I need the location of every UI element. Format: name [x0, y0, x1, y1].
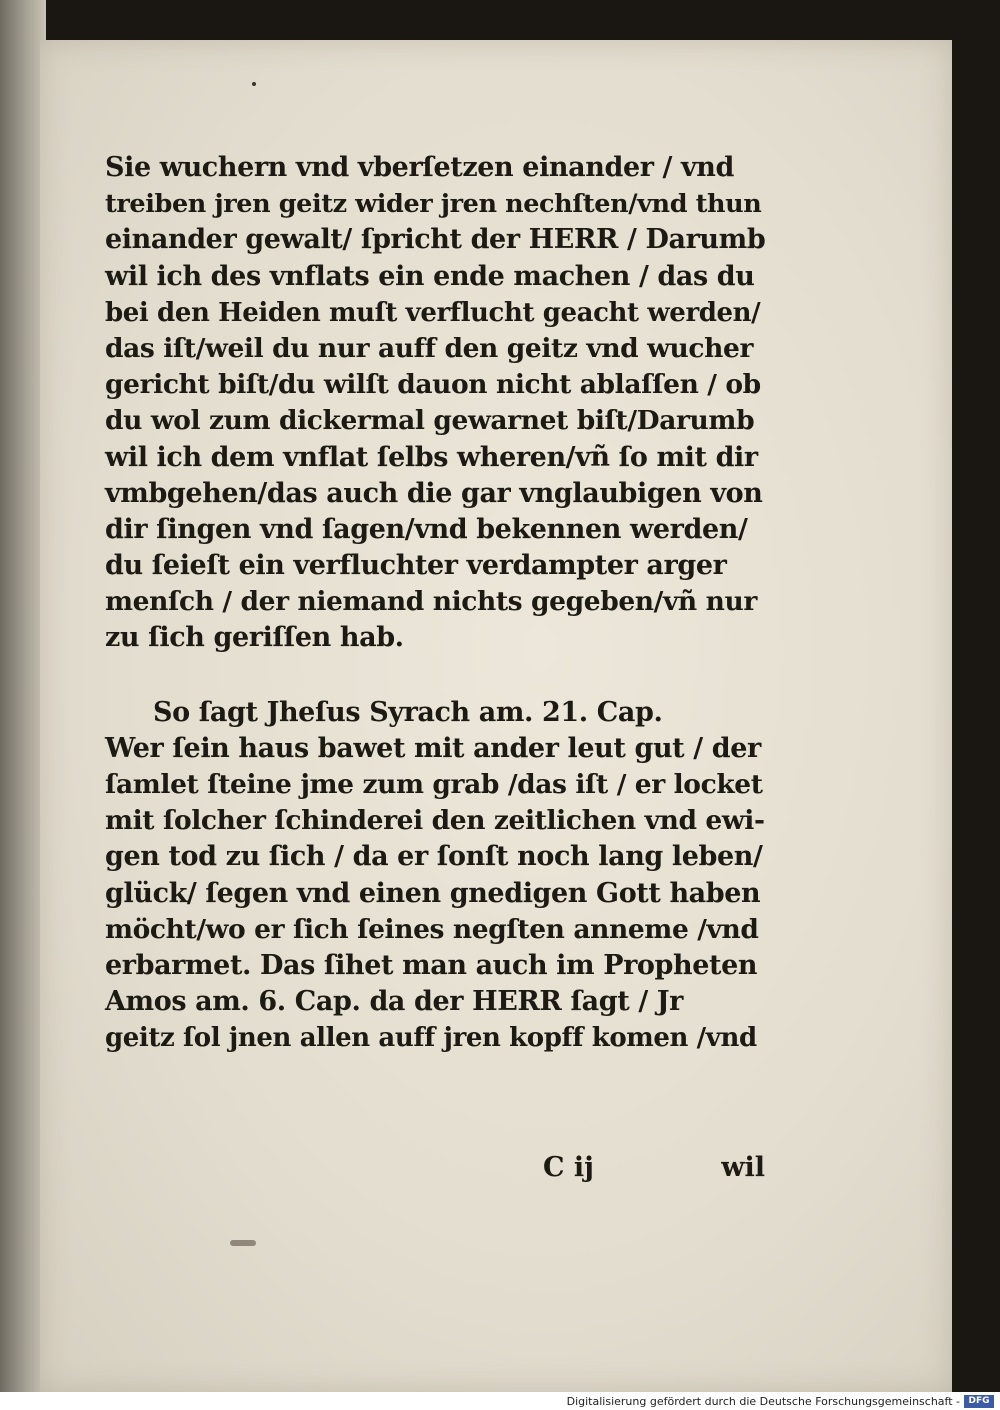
text-line — [105, 403, 765, 439]
text-line-content: glück/ ſegen vnd einen gnedigen Gott haben — [105, 877, 761, 909]
footer-credit: Digitalisierung gefördert durch die Deutsche Forschungsgemeinschaft - — [566, 1395, 960, 1408]
text-line-content: gericht biſt/du wilſt dauon nicht ablaſſen / ob — [105, 369, 761, 401]
text-block — [105, 150, 765, 1057]
text-line — [105, 948, 765, 984]
text-line-content: du wol zum dickermal gewarnet biſt/Darumb — [105, 405, 755, 437]
text-line — [105, 512, 765, 548]
text-line — [105, 695, 765, 731]
text-line — [105, 476, 765, 512]
footer-bar — [0, 1392, 1000, 1410]
text-line-content: dir ſingen vnd ſagen/vnd bekennen werden/ — [105, 513, 748, 545]
text-line-content: einander gewalt/ ſpricht der HERR / Darumb — [105, 224, 766, 256]
text-line-content: ſamlet ſteine jme zum grab /das iſt / er locket — [105, 769, 763, 800]
text-line — [105, 440, 765, 476]
text-line — [105, 295, 765, 331]
text-line — [105, 150, 765, 186]
signature-mark: C ij — [543, 1152, 594, 1183]
text-line-content: erbarmet. Das ſihet man auch im Propheten — [105, 949, 758, 981]
text-line — [105, 186, 765, 222]
paragraph-2 — [105, 695, 765, 1057]
text-line-content: So ſagt Jheſus Syrach am. 21. Cap. — [153, 696, 663, 728]
text-line-content: Sie wuchern vnd vberſetzen einander / vnd — [105, 152, 735, 183]
text-line-content: treiben jren geitz wider jren nechſten/vnd thun — [105, 189, 762, 220]
text-line — [105, 331, 765, 367]
text-line — [105, 984, 765, 1020]
text-line — [105, 839, 765, 875]
text-line-content: wil ich dem vnflat ſelbs wheren/vñ ſo mit dir — [105, 441, 758, 473]
text-line-content: zu ſich geriſſen hab. — [105, 622, 404, 654]
text-line — [105, 367, 765, 403]
catchword: wil — [721, 1152, 765, 1183]
text-line-content: gen tod zu ſich / da er ſonſt noch lang leben/ — [105, 841, 763, 873]
text-line — [105, 803, 765, 839]
text-line-content: möcht/wo er ſich ſeines negſten anneme /vnd — [105, 913, 759, 945]
text-line — [105, 584, 765, 620]
text-line-content: das iſt/weil du nur auff den geitz vnd wucher — [105, 332, 754, 364]
book-page — [40, 40, 952, 1392]
text-line-content: bei den Heiden muſt verflucht geacht werden/ — [105, 297, 761, 328]
text-line — [105, 1020, 765, 1056]
text-line — [105, 912, 765, 948]
text-line-content: vmbgehen/das auch die gar vnglaubigen von — [105, 477, 763, 509]
paragraph-1 — [105, 150, 765, 657]
text-line-content: geitz ſol jnen allen auff jren kopff komen /vnd — [105, 1023, 757, 1054]
paragraph-gap — [105, 657, 765, 695]
text-line-content: Amos am. 6. Cap. da der HERR ſagt / Jr — [105, 986, 683, 1018]
text-line — [105, 731, 765, 767]
text-line — [105, 620, 765, 656]
text-line-content: du ſeieſt ein verfluchter verdampter arger — [105, 550, 727, 582]
text-line-content: menſch / der niemand nichts gegeben/vñ nur — [105, 586, 757, 618]
text-line — [105, 767, 765, 803]
text-line — [105, 259, 765, 295]
text-line-content: Wer ſein haus bawet mit ander leut gut / der — [105, 732, 761, 764]
ink-smudge — [230, 1240, 256, 1246]
text-line — [105, 876, 765, 912]
ink-dot — [252, 82, 256, 86]
text-line-content: wil ich des vnflats ein ende machen / das du — [105, 260, 755, 292]
dfg-logo-icon: DFG — [964, 1395, 994, 1408]
text-line — [105, 548, 765, 584]
text-line — [105, 222, 765, 258]
page-foot — [105, 1152, 765, 1192]
text-line-content: mit ſolcher ſchinderei den zeitlichen vnd ewi- — [105, 805, 765, 837]
